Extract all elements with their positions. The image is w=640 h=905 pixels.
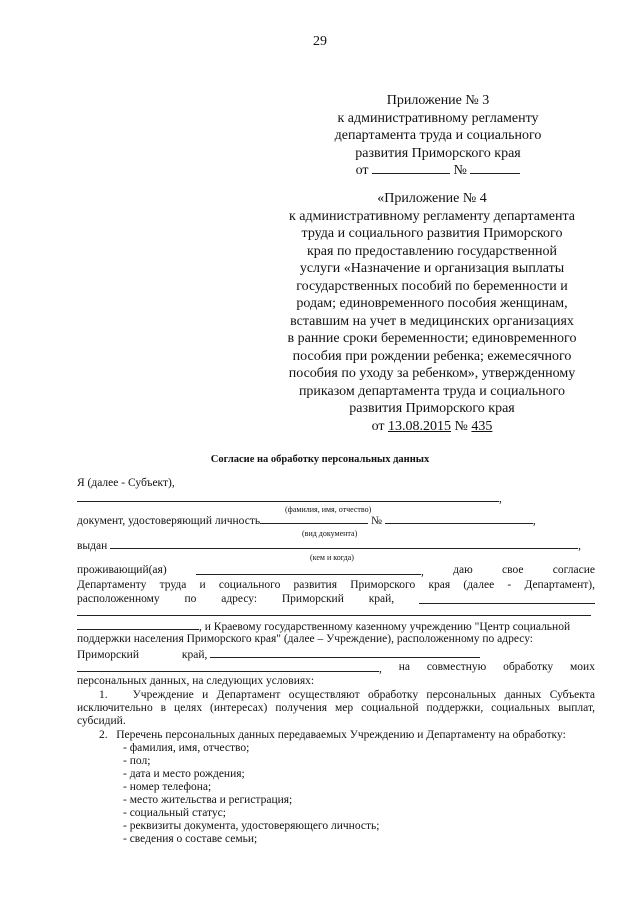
caption-doc: (вид документа)	[302, 529, 358, 538]
department-word: труда	[159, 579, 187, 591]
appendix-4-date: 13.08.2015	[388, 418, 452, 434]
data-list-item: - номер телефона;	[123, 781, 212, 793]
fio-field[interactable]	[77, 491, 499, 502]
appendix-3-date-blank	[372, 163, 450, 174]
appendix-3-line: к административному регламенту	[337, 110, 539, 126]
primorsky-word: край,	[181, 649, 208, 661]
resident-word: согласие	[552, 564, 595, 576]
data-list-item: - место жительства и регистрация;	[123, 794, 293, 806]
appendix-4-line: пособия при рождении ребенка; ежемесячного	[292, 348, 572, 364]
department-word: (далее	[463, 579, 495, 591]
joint-processing-line	[77, 661, 595, 675]
data-list-item: - социальный статус;	[123, 807, 226, 819]
appendix-4-number: 435	[471, 418, 493, 434]
appendix-4-line: приказом департамента труда и социального	[298, 383, 566, 399]
document-no: №	[370, 515, 382, 527]
subject-label: Я (далее - Субъект),	[77, 477, 175, 489]
department-word: Департамент),	[524, 579, 595, 591]
department-word: -	[507, 579, 512, 591]
appendix-3-ot: от	[355, 163, 369, 178]
address-word: край,	[368, 593, 395, 605]
joint-word: обработку	[503, 661, 554, 673]
condition-item-2: 2. Перечень персональных данных передаваемых Учреждению и Департаменту на обработку:	[99, 729, 566, 741]
resident-line: проживающий(ая) , даю свое согласие	[77, 564, 595, 578]
department-address-field[interactable]	[419, 593, 595, 604]
document-number-field[interactable]	[385, 513, 533, 524]
issued-line: выдан ,	[77, 540, 582, 552]
department-line	[77, 579, 595, 593]
document-label: документ, удостоверяющий личность	[77, 515, 261, 527]
appendix-4-line: государственных пособий по беременности и	[296, 278, 568, 294]
appendix-3-no: №	[453, 163, 467, 178]
appendix-4-line: к административному регламенту департамента	[288, 208, 575, 224]
institution-line	[77, 619, 595, 633]
address-word: адресу:	[221, 593, 258, 605]
appendix-3-line: Приложение № 3	[386, 93, 490, 108]
resident-word: свое	[502, 564, 524, 576]
appendix-3-line: развития Приморского края	[355, 145, 521, 161]
institution-text: , и Краевому государственному казенному учреждению "Центр социальной	[199, 621, 571, 633]
department-word: Департаменту	[77, 579, 147, 591]
appendix-3-header	[318, 92, 558, 180]
document-line: документ, удостоверяющий личность № ,	[77, 515, 536, 527]
resident-label: проживающий(ая)	[77, 564, 167, 576]
appendix-4-line: «Приложение № 4	[377, 191, 487, 206]
appendix-4-line: труда и социального развития Приморского	[301, 226, 563, 241]
institution-address-field[interactable]	[210, 647, 480, 658]
appendix-4-line: услуги «Назначение и организация выплаты	[299, 261, 565, 276]
page-number: 29	[313, 34, 327, 49]
appendix-3-line: департамента труда и социального	[334, 128, 542, 143]
primorsky-word: Приморский	[77, 649, 139, 661]
address-word: Приморский	[281, 593, 344, 605]
institution-line-2: поддержки населения Приморского края" (далее – Учреждение), расположенному по адресу:	[77, 633, 533, 645]
department-word: и	[199, 579, 206, 591]
joint-comma: ,	[379, 663, 382, 675]
address-word: расположенному	[77, 593, 160, 605]
appendix-3-date-line	[318, 162, 558, 180]
institution-address-line	[77, 647, 595, 661]
condition-item-1: 1. Учреждение и Департамент осуществляют обработку персональных данных Субъекта исключительно в целях (интересах) получения мер социальной поддержки, социальных выплат, субсидий.	[77, 689, 595, 727]
appendix-4-line: родам; единовременного пособия женщинам,	[296, 296, 568, 311]
issued-label: выдан	[77, 540, 108, 552]
institution-address-end[interactable]	[77, 661, 379, 672]
department-word: социального	[218, 579, 281, 591]
address-continuation-line	[77, 605, 595, 619]
department-word: развития	[293, 579, 337, 591]
conditions-line: персональных данных, на следующих условиях:	[77, 675, 315, 687]
caption-fio: (фамилия, имя, отчество)	[285, 505, 372, 514]
data-list-item: - дата и место рождения;	[123, 768, 245, 780]
appendix-4-line: края по предоставлению государственной	[306, 243, 557, 259]
appendix-4-line: пособия по уходу за ребенком», утвержденному	[288, 366, 576, 381]
data-list-item: - сведения о составе семьи;	[123, 833, 258, 845]
joint-word: на	[398, 661, 410, 673]
data-list-item: - фамилия, имя, отчество;	[123, 742, 250, 754]
department-address-end[interactable]	[77, 619, 199, 630]
residence-field[interactable]	[196, 564, 421, 575]
appendix-4-line: в ранние сроки беременности; единовременного	[287, 331, 577, 346]
appendix-4-line: вставшим на учет в медицинских организациях	[290, 313, 574, 329]
department-word: Приморского	[350, 579, 416, 591]
issued-field[interactable]	[110, 538, 578, 549]
appendix-4-header	[282, 190, 582, 435]
appendix-4-ot: от	[371, 418, 385, 434]
department-address-continuation[interactable]	[77, 605, 591, 616]
appendix-4-no: №	[454, 418, 468, 434]
department-word: края	[428, 579, 451, 591]
fio-line: ,	[77, 491, 595, 505]
data-list-item: - пол;	[123, 755, 151, 767]
document-type-field[interactable]	[260, 513, 368, 524]
data-list-item: - реквизиты документа, удостоверяющего личность;	[123, 820, 380, 832]
appendix-4-line: развития Приморского края	[349, 401, 515, 416]
consent-title: Согласие на обработку персональных данных	[210, 454, 430, 465]
joint-word: совместную	[426, 661, 487, 673]
caption-issued: (кем и когда)	[310, 553, 354, 562]
appendix-4-date-line	[282, 418, 582, 436]
joint-word: моих	[570, 661, 595, 673]
address-word: по	[184, 593, 197, 605]
appendix-3-number-blank	[470, 163, 520, 174]
resident-word: даю	[453, 564, 473, 576]
